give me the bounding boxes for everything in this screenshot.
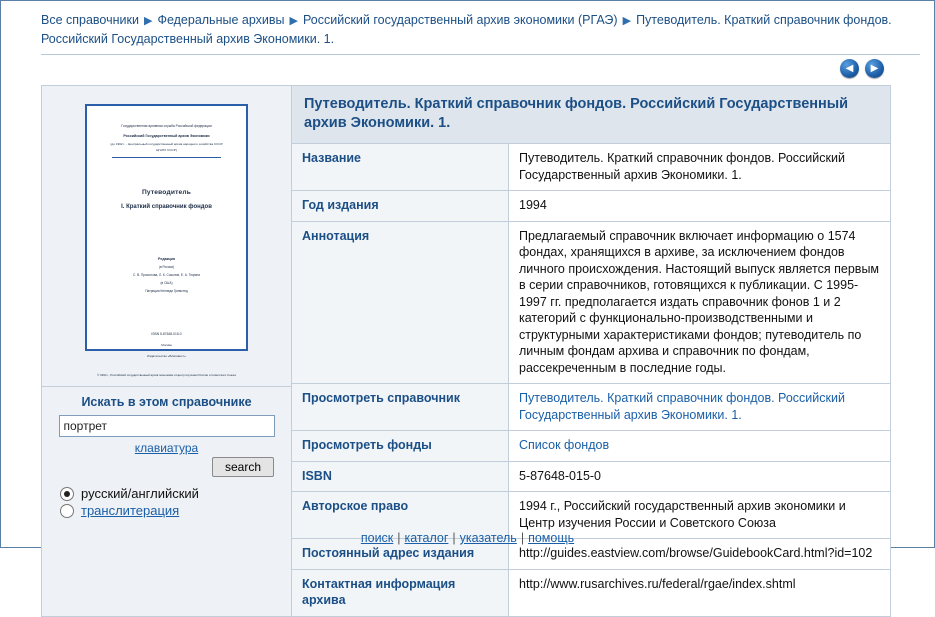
cover-copyright: © 1994 г., Российский государственный архив экономики и Центр изучения России и Советского Союза (97, 372, 236, 377)
breadcrumb-separator-icon: ▶ (289, 15, 298, 27)
cover-isbn: ISBN 5-87648-015-0 (151, 332, 182, 337)
next-arrow-icon[interactable]: ▶ (865, 59, 884, 78)
page-title: Путеводитель. Краткий справочник фондов. Российский Государственный архив Экономики. 1. (292, 86, 890, 144)
archive-contact-value[interactable]: http://www.rusarchives.ru/federal/rgae/index.shtml (509, 569, 891, 616)
property-label: Просмотреть справочник (292, 384, 509, 431)
footer-nav (1, 531, 934, 547)
property-label: ISBN (292, 461, 509, 492)
table-row (292, 431, 890, 462)
search-panel-title: Искать в этом справочнике (81, 395, 252, 409)
footer-link-search[interactable]: поиск (360, 531, 394, 545)
pager-controls (840, 59, 884, 78)
cover-editors-us-label: (в США) (160, 281, 173, 286)
table-row (292, 221, 890, 384)
search-mode-options (54, 477, 279, 519)
cover-editors-us: Патриция Кеннеди Гримстед (145, 289, 188, 294)
cover-title: Путеводитель (141, 189, 192, 197)
property-value: 1994 (509, 191, 891, 222)
search-mode-label-translit[interactable]: транслитерация (81, 503, 180, 518)
virtual-keyboard-link[interactable]: клавиатура (134, 441, 199, 455)
breadcrumb-item-3[interactable]: Путеводитель. Краткий справочник фондов. Российский Государственный архив Экономики. 1. (41, 13, 892, 46)
cover-divider (112, 157, 222, 158)
table-row (292, 144, 890, 191)
breadcrumb (1, 1, 934, 52)
property-label: Контактная информация архива (292, 569, 509, 616)
property-label: Просмотреть фонды (292, 431, 509, 462)
view-funds-link[interactable]: Список фондов (519, 438, 610, 452)
cover-editors-label: Редакция (158, 256, 175, 261)
cover-editors-ru-label: (в России) (158, 265, 175, 270)
property-value: Предлагаемый справочник включает информацию о 1574 фондах, хранящихся в архиве, за исключением фондов личного происхождения. Настоящий выпуск является первым в серии справочников, готовящихся к публикации. С 1995-1997 гг. предполагается издать справочник фонов 1 и 2 категорий с функционально-производственными и структурными характеристиками фондов; путеводитель по личным фондам архива и справочник по фондам, рассекреченным в последние годы. (509, 221, 891, 384)
property-value (509, 431, 891, 462)
property-value: Путеводитель. Краткий справочник фондов. Российский Государственный архив Экономики. 1. (519, 151, 845, 182)
footer-link-help[interactable]: помощь (528, 531, 575, 545)
radio-icon[interactable] (60, 504, 74, 518)
breadcrumb-separator-icon: ▶ (143, 15, 153, 27)
search-input[interactable] (59, 415, 275, 437)
breadcrumb-item-1[interactable]: Федеральные архивы (157, 13, 285, 27)
book-cover-image (85, 104, 248, 377)
search-mode-option-russian[interactable] (60, 485, 279, 502)
cover-subline-1: (до 1992 г. - Центральный государственный архив народного хозяйства СССР (110, 141, 223, 146)
footer-separator: | (397, 531, 401, 545)
search-mode-option-translit[interactable] (60, 502, 279, 519)
search-panel (42, 386, 291, 531)
property-label: Авторское право (292, 492, 509, 539)
table-row (292, 569, 890, 616)
footer-separator: | (520, 531, 525, 545)
footer-separator: | (452, 531, 456, 545)
search-button-row (54, 457, 279, 477)
breadcrumb-divider (41, 54, 920, 55)
cover-subtitle: I. Краткий справочник фондов (121, 204, 212, 211)
permanent-address-value[interactable]: http://guides.eastview.com/browse/GuidebookCard.html?id=102 (509, 539, 891, 570)
footer-link-index[interactable]: указатель (459, 531, 517, 545)
cover-image-container (42, 86, 291, 386)
property-label: Постоянный адрес издания (292, 539, 509, 570)
cover-editors-ru: С. В. Прасолова, Л. К. Соколов, Е. А. Тюрина (133, 273, 200, 278)
view-guidebook-link[interactable]: Путеводитель. Краткий справочник фондов. Российский Государственный архив Экономики. 1. (519, 391, 845, 422)
table-row (292, 384, 890, 431)
table-row (292, 461, 890, 492)
property-value: 1994 г., Российский государственный архив экономики и Центр изучения России и Советского Союза (509, 492, 891, 539)
cover-subline-2: ЦГАНХ СССР) (156, 148, 177, 153)
breadcrumb-separator-icon: ▶ (622, 15, 632, 27)
property-label: Год издания (292, 191, 509, 222)
property-label: Аннотация (292, 221, 509, 384)
cover-city: Москва (161, 343, 172, 348)
search-button[interactable]: search (212, 457, 274, 477)
breadcrumb-item-0[interactable]: Все справочники (41, 13, 139, 27)
radio-icon[interactable] (60, 487, 74, 501)
cover-publisher: Издательство «Благовест» (147, 354, 186, 359)
search-mode-label-russian: русский/английский (81, 486, 199, 501)
property-label: Название (292, 144, 509, 191)
cover-top-line: Государственная архивная служба Российской федерации (121, 124, 212, 128)
property-value: 5-87648-015-0 (509, 461, 891, 492)
breadcrumb-item-2[interactable]: Российский государственный архив экономики (РГАЭ) (302, 13, 618, 27)
table-row (292, 191, 890, 222)
previous-arrow-icon[interactable]: ◀ (840, 59, 859, 78)
cover-organization: Российский Государственный архив Экономики (123, 134, 210, 139)
property-value (509, 384, 891, 431)
footer-link-catalog[interactable]: каталог (404, 531, 449, 545)
